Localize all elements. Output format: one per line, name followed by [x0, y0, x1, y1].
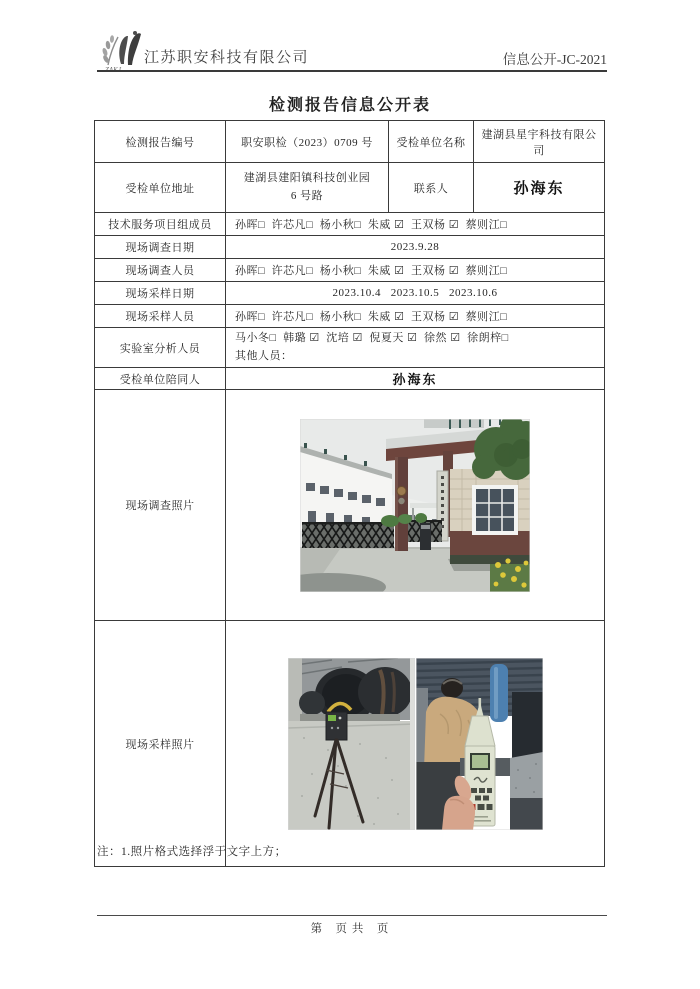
sampling-date-value: 2023.10.4 2023.10.5 2023.10.6 [332, 287, 498, 299]
unit-name-value: 建湖县星宇科技有限公司 [481, 128, 597, 157]
lab-staff-label: 实验室分析人员 [95, 328, 226, 367]
sound-meter-photo [416, 658, 543, 830]
table-row-sampling-staff [95, 305, 604, 328]
address-label: 受检单位地址 [95, 163, 226, 212]
table-row-sampling-photo [95, 621, 604, 866]
contact-label: 联系人 [389, 163, 474, 212]
survey-photo-cell [226, 390, 604, 620]
table-row-address [95, 163, 604, 213]
survey-staff-label: 现场调查人员 [95, 259, 226, 281]
table-row-survey-date [95, 236, 604, 259]
report-no-label: 检测报告编号 [95, 121, 226, 162]
contact-value: 孙海东 [513, 181, 565, 197]
survey-staff-checkboxes: 孙晖□ 许芯凡□ 杨小秋□ 朱威 ☑ 王双杨 ☑ 蔡则江□ [235, 265, 508, 277]
team-label: 技术服务项目组成员 [95, 213, 226, 235]
sampling-date-label: 现场采样日期 [95, 282, 226, 304]
table-row-team [95, 213, 604, 236]
escort-label: 受检单位陪同人 [95, 368, 226, 389]
table-row-escort [95, 368, 604, 390]
factory-gate-photo [300, 419, 530, 592]
table-row-survey-staff [95, 259, 604, 282]
doc-code: 信息公开-JC-2021 [502, 52, 607, 67]
sampling-staff-checkboxes: 孙晖□ 许芯凡□ 杨小秋□ 朱威 ☑ 王双杨 ☑ 蔡则江□ [235, 311, 508, 323]
lab-staff-value: 马小冬□ 韩璐 ☑ 沈培 ☑ 倪夏天 ☑ 徐然 ☑ 徐朗梓□ 其他人员： [235, 331, 509, 362]
table-row-sampling-date [95, 282, 604, 305]
company-logo-icon [97, 28, 143, 74]
table-row-lab-staff [95, 328, 604, 368]
header-rule [97, 70, 607, 72]
company-name: 江苏职安科技有限公司 [144, 50, 310, 66]
survey-date-value: 2023.9.28 [390, 241, 440, 253]
tripod-sampler-photo [288, 658, 415, 830]
footer-rule [97, 915, 607, 916]
survey-photo-label: 现场调查照片 [95, 390, 226, 620]
address-value: 建湖县建阳镇科技创业园 6 号路 [226, 163, 389, 212]
page-number: 第 页 共 页 [310, 923, 390, 935]
table-row-report-no [95, 121, 604, 163]
report-no-value: 职安职检（2023）0709 号 [226, 121, 389, 162]
page-title: 检测报告信息公开表 [268, 97, 431, 114]
sampling-photo-label: 现场采样照片 [95, 621, 226, 866]
table-row-survey-photo [95, 390, 604, 621]
unit-name-label: 受检单位名称 [389, 121, 474, 162]
sampling-photo-cell [226, 621, 604, 866]
sampling-staff-label: 现场采样人员 [95, 305, 226, 327]
disclosure-table [94, 120, 605, 867]
team-checkboxes: 孙晖□ 许芯凡□ 杨小秋□ 朱威 ☑ 王双杨 ☑ 蔡则江□ [235, 219, 508, 231]
footnote: 注：1.照片格式选择浮于文字上方； [97, 846, 287, 858]
survey-date-label: 现场调查日期 [95, 236, 226, 258]
escort-value: 孙海东 [392, 372, 438, 387]
